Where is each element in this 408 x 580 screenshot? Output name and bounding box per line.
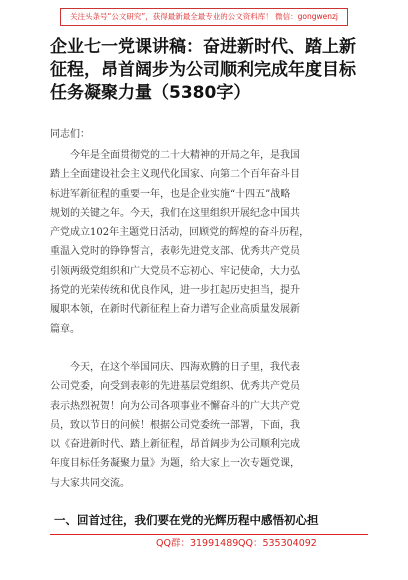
text-line: 踏上全面建设社会主义现代化国家、向第二个百年奋斗目 — [50, 169, 300, 181]
text-line: 员，致以节日的问候！根据公司党委统一部署，下面，我 — [50, 419, 300, 431]
text-line: 今天，在这个举国同庆、四海欢腾的日子里，我代表 — [50, 362, 300, 373]
paragraph-2 — [50, 358, 366, 493]
text-line: 规划的关键之年。今天，我们在这里组织开展纪念中国共 — [50, 207, 300, 219]
title-line: 企业七一党课讲稿：奋进新时代、踏上新 — [50, 37, 356, 57]
text-line: 标进军新征程的重要一年，也是企业实施“十四五”战略 — [50, 188, 291, 200]
header-banner-text: 关注头条号“公文研究”，获得最新最全最专业的公文资料库！ 微信：gongwenzj — [69, 12, 339, 21]
text-line: 产党成立102年主题党日活动，回顾党的辉煌的奋斗历程， — [50, 227, 310, 239]
text-line: 扬党的光荣传统和优良作风，进一步扛起历史担当，提升 — [50, 285, 300, 297]
title-line: 任务凝聚力量（5380字） — [50, 83, 251, 103]
greeting: 同志们： — [50, 129, 90, 140]
header-banner — [60, 8, 348, 26]
document-title — [50, 36, 368, 105]
section-heading: 一、回首过往，我们要在党的光辉历程中感悟初心担 — [54, 513, 319, 527]
footer-qq-contact: QQ：535304092 — [238, 538, 317, 549]
paragraph-1 — [50, 146, 366, 339]
text-line: 以《奋进新时代、踏上新征程，昂首阔步为公司顺利完成 — [50, 439, 300, 451]
text-line: 与大家共同交流。 — [50, 477, 130, 489]
text-line: 表示热烈祝贺！向为公司各项事业不懈奋斗的广大共产党 — [50, 400, 300, 412]
text-line: 年度目标任务凝聚力量》为题，给大家上一次专题党课， — [50, 458, 300, 470]
text-line: 公司党委，向受到表彰的先进基层党组织、优秀共产党员 — [50, 381, 300, 393]
footer-qq-group: QQ群：31991489 — [156, 538, 239, 549]
title-line: 征程，昂首阔步为公司顺利完成年度目标 — [50, 60, 356, 80]
text-line: 引领两级党组织和广大党员不忘初心、牢记使命，大力弘 — [50, 265, 300, 277]
text-line: 履职本领，在新时代新征程上奋力谱写企业高质量发展新 — [50, 304, 300, 316]
footer-divider — [50, 534, 368, 535]
text-line: 重温入党时的铮铮誓言，表彰先进党支部、优秀共产党员 — [50, 246, 300, 258]
text-line: 篇章。 — [50, 323, 80, 335]
text-line: 今年是全面贯彻党的二十大精神的开局之年，是我国 — [50, 150, 300, 161]
